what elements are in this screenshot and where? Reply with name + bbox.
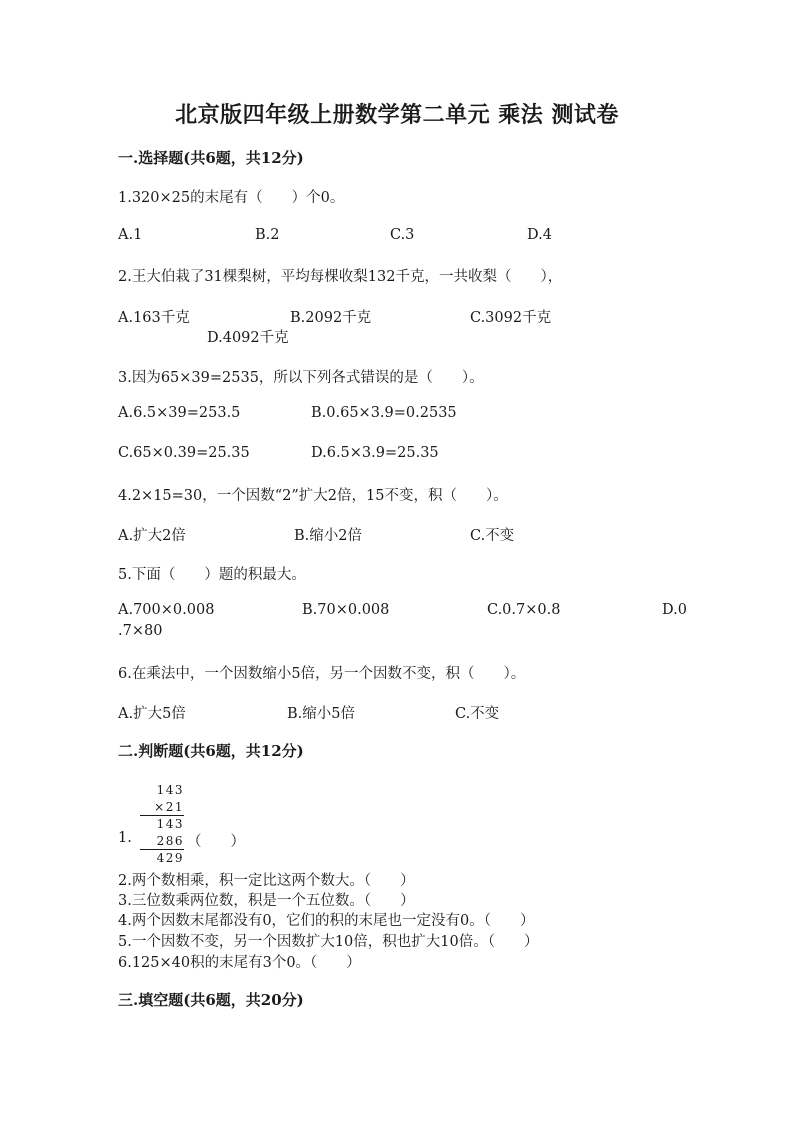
choice-5-option-c: C.0.7×0.8 (487, 602, 561, 618)
calc-partial-2: 286 (156, 833, 184, 848)
page-title: 北京版四年级上册数学第二单元 乘法 测试卷 (175, 102, 619, 128)
calc-partial-1: 143 (156, 817, 184, 831)
calc-multiplicand: 143 (156, 783, 184, 797)
section-heading-fill: 三.填空题(共6题，共20分) (118, 991, 304, 1009)
calc-result: 429 (156, 851, 184, 865)
section-heading-judge: 二.判断题(共6题，共12分) (118, 742, 304, 760)
choice-5-option-d-continued: .7×80 (118, 623, 163, 639)
choice-6-option-a: A.扩大5倍 (118, 706, 186, 722)
choice-1-option-d: D.4 (527, 227, 552, 243)
choice-question-2: 2.王大伯栽了31棵梨树，平均每棵收梨132千克，一共收梨（ ）， (118, 269, 563, 285)
choice-5-option-b: B.70×0.008 (302, 602, 390, 618)
choice-6-option-b: B.缩小5倍 (287, 706, 355, 722)
choice-2-option-d: D.4092千克 (207, 330, 289, 346)
vertical-multiplication (140, 782, 184, 867)
judge-question-6: 6.125×40积的末尾有3个0。（ ） (118, 955, 361, 971)
judge-question-4: 4.两个因数末尾都没有0，它们的积的末尾也一定没有0。（ ） (118, 913, 535, 929)
choice-5-option-a: A.700×0.008 (118, 602, 215, 618)
section-heading-choice: 一.选择题(共6题，共12分) (118, 149, 304, 167)
calc-multiplier: ×21 (154, 799, 184, 814)
choice-3-option-d: D.6.5×3.9=25.35 (311, 445, 439, 461)
choice-1-option-c: C.3 (390, 227, 415, 243)
choice-2-option-a: A.163千克 (118, 310, 190, 326)
judge-question-1-number: 1. (118, 830, 132, 846)
choice-question-4: 4.2×15=30，一个因数“2”扩大2倍，15不变，积（ ）。 (118, 488, 508, 504)
choice-4-option-c: C.不变 (470, 528, 515, 544)
choice-3-option-c: C.65×0.39=25.35 (118, 445, 250, 461)
choice-3-option-b: B.0.65×3.9=0.2535 (311, 405, 457, 421)
choice-4-option-b: B.缩小2倍 (294, 528, 362, 544)
choice-2-option-b: B.2092千克 (290, 310, 372, 326)
choice-2-option-c: C.3092千克 (470, 310, 552, 326)
choice-6-option-c: C.不变 (455, 706, 500, 722)
judge-question-5: 5.一个因数不变，另一个因数扩大10倍，积也扩大10倍。（ ） (118, 934, 539, 950)
judge-question-3: 3.三位数乘两位数，积是一个五位数。（ ） (118, 893, 415, 909)
judge-question-1-blank: （ ） (187, 834, 245, 850)
choice-3-option-a: A.6.5×39=253.5 (118, 405, 241, 421)
choice-5-option-d: D.0 (662, 602, 687, 618)
choice-question-3: 3.因为65×39=2535，所以下列各式错误的是（ ）。 (118, 370, 484, 386)
choice-question-5: 5.下面（ ）题的积最大。 (118, 567, 306, 583)
choice-question-1: 1.320×25的末尾有（ ）个0。 (118, 190, 345, 206)
choice-1-option-b: B.2 (255, 227, 280, 243)
choice-1-option-a: A.1 (118, 227, 143, 243)
choice-question-6: 6.在乘法中，一个因数缩小5倍，另一个因数不变，积（ ）。 (118, 666, 526, 682)
choice-4-option-a: A.扩大2倍 (118, 528, 186, 544)
judge-question-2: 2.两个数相乘，积一定比这两个数大。（ ） (118, 873, 415, 889)
